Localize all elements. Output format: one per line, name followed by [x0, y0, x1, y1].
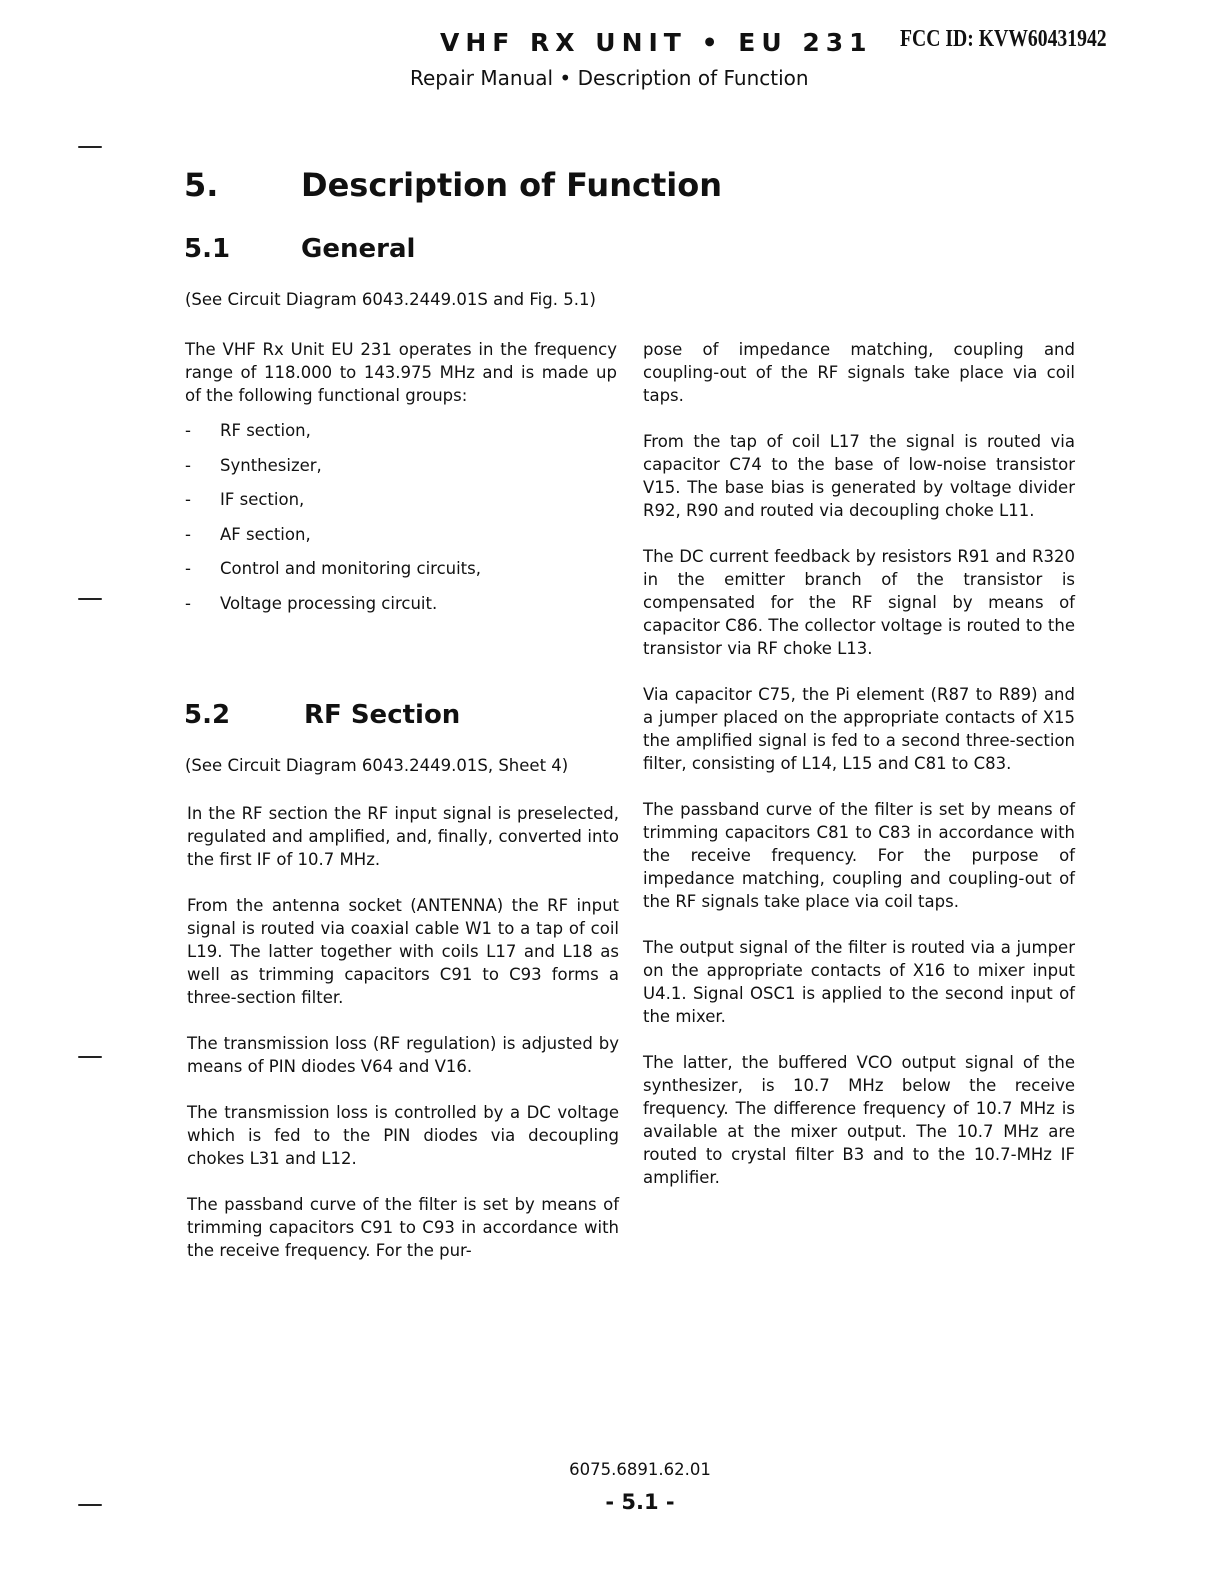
- section-5-2-title: RF Section: [304, 700, 461, 730]
- paragraph: The transmission loss is controlled by a DC voltage which is fed to the PIN diodes via decoupling chokes L31 and L12.: [187, 1103, 619, 1168]
- document-subtitle: Repair Manual • Description of Function: [410, 66, 809, 90]
- functional-groups-list: [185, 419, 617, 626]
- paragraph: The latter, the buffered VCO output signal of the synthesizer, is 10.7 MHz below the receive frequency. The difference frequency of 10.7 MHz is available at the mixer output. The 10.7 MHz are routed to crystal filter B3 and to the 10.7-MHz IF amplifier.: [643, 1053, 1075, 1187]
- list-item: - Voltage processing circuit.: [185, 592, 617, 627]
- list-item: - Control and monitoring circuits,: [185, 557, 617, 592]
- section-5-2-number: 5.2: [184, 700, 231, 730]
- section-5-title: Description of Function: [301, 166, 722, 204]
- paragraph: Via capacitor C75, the Pi element (R87 to R89) and a jumper placed on the appropriate contacts of X15 the amplified signal is fed to a second three-section filter, consisting of L14, L15 and C81 to C83.: [643, 685, 1075, 773]
- margin-mark: [78, 1056, 102, 1058]
- paragraph: The output signal of the filter is routed via a jumper on the appropriate contacts of X16 to mixer input U4.1. Signal OSC1 is applied to the second input of the mixer.: [643, 938, 1075, 1026]
- fcc-id: FCC ID: KVW60431942: [900, 26, 1107, 52]
- document-number: 6075.6891.62.01: [569, 1460, 711, 1479]
- document-title: VHF RX UNIT • EU 231: [440, 28, 873, 57]
- margin-mark: [78, 146, 102, 148]
- section-5-1-title: General: [301, 234, 416, 264]
- margin-mark: [78, 598, 102, 600]
- left-column-general: [185, 338, 617, 626]
- section-5-1-reference: (See Circuit Diagram 6043.2449.01S and Fig. 5.1): [185, 290, 596, 309]
- right-column: [643, 338, 1075, 1212]
- paragraph: The passband curve of the filter is set by means of trimming capacitors C91 to C93 in accordance with the receive frequency. For the pur-: [187, 1195, 619, 1260]
- paragraph: The transmission loss (RF regulation) is adjusted by means of PIN diodes V64 and V16.: [187, 1034, 619, 1076]
- paragraph: In the RF section the RF input signal is preselected, regulated and amplified, and, finally, converted into the first IF of 10.7 MHz.: [187, 804, 619, 869]
- paragraph: The passband curve of the filter is set by means of trimming capacitors C81 to C83 in accordance with the receive frequency. For the purpose of impedance matching, coupling and coupling-out of the RF signals take place via coil taps.: [643, 800, 1075, 911]
- list-item: - Synthesizer,: [185, 454, 617, 489]
- section-5-2-reference: (See Circuit Diagram 6043.2449.01S, Sheet 4): [185, 756, 569, 775]
- paragraph: The DC current feedback by resistors R91 and R320 in the emitter branch of the transistor is compensated for the RF signal by means of capacitor C86. The collector voltage is routed to the transistor via RF choke L13.: [643, 547, 1075, 658]
- section-5-number: 5.: [184, 166, 219, 204]
- paragraph: From the antenna socket (ANTENNA) the RF input signal is routed via coaxial cable W1 to a tap of coil L19. The latter together with coils L17 and L18 as well as trimming capacitors C91 to C93 forms a three-section filter.: [187, 896, 619, 1007]
- paragraph: pose of impedance matching, coupling and coupling-out of the RF signals take place via coil taps.: [643, 340, 1075, 405]
- list-item: - IF section,: [185, 488, 617, 523]
- page-number: - 5.1 -: [605, 1490, 675, 1514]
- left-column-rf-section: [187, 802, 619, 1285]
- list-item: - AF section,: [185, 523, 617, 558]
- section-5-1-number: 5.1: [184, 234, 231, 264]
- list-item: - RF section,: [185, 419, 617, 454]
- paragraph: From the tap of coil L17 the signal is routed via capacitor C74 to the base of low-noise transistor V15. The base bias is generated by voltage divider R92, R90 and routed via decoupling choke L11.: [643, 432, 1075, 520]
- general-intro: The VHF Rx Unit EU 231 operates in the frequency range of 118.000 to 143.975 MHz and is made up of the following functional groups:: [185, 340, 617, 405]
